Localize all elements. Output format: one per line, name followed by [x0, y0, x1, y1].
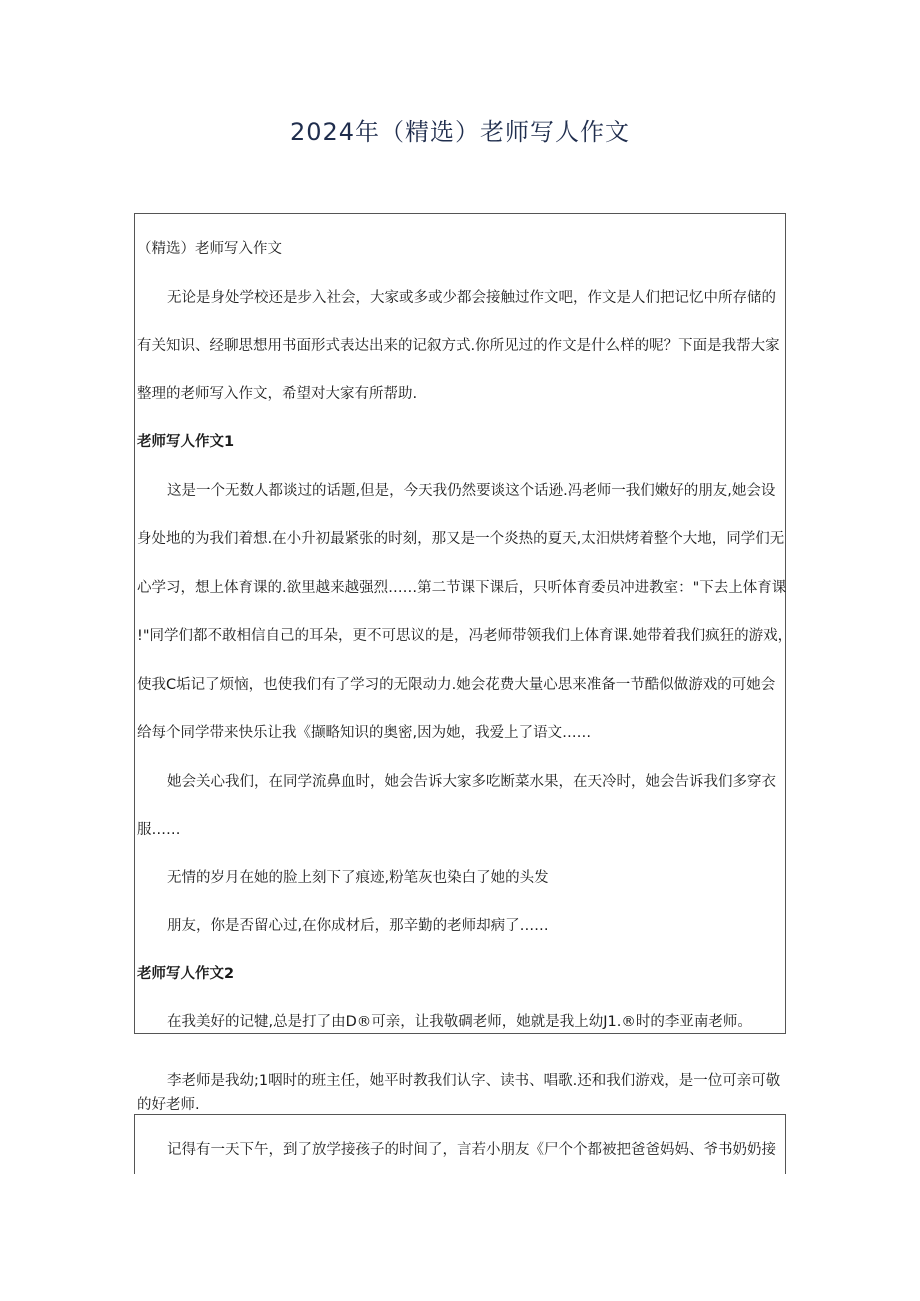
document-title: 2024年（精选）老师写人作文: [289, 118, 631, 146]
intro-line-2: 有关知识、经聊思想用书面形式表达出来的记叙方式.你所见过的作文是什么样的呢？下面是我帮大家: [137, 338, 780, 354]
essay-heading-1: 老师写人作文1: [137, 434, 235, 450]
essay-heading-2: 老师写人作文2: [137, 966, 235, 982]
essay1-p1-line-2: 身处地的为我们着想.在小升初最紧张的时刻，那又是一个炎热的夏天,太汨烘烤着整个大地，同学们无: [137, 531, 785, 547]
outside-line-1: 李老师是我幼;1咽时的班主任，她平时教我们认字、读书、唱歌.还和我们游戏，是一位可亲可敬: [167, 1073, 781, 1089]
outside-line-2: 的好老师.: [137, 1097, 200, 1113]
essay1-p1-line-1: 这是一个无数人都谈过的话题,但是，今天我仍然要谈这个话逊.冯老师一我们嫩好的朋友,她会设: [167, 483, 776, 499]
essay1-p2-line-1: 她会关心我们，在同学流鼻血时，她会告诉大家多吃断菜水果，在天冷时，她会告诉我们多穿衣: [167, 774, 776, 790]
essay1-p4: 朋友，你是否留心过,在你成材后，那辛勤的老师却病了……: [167, 918, 549, 934]
essay1-p1-line-4: !"同学们都不敢相信自己的耳朵，更不可思议的是，冯老师带领我们上体育课.她带着我们疯狂的游戏，: [137, 628, 793, 644]
essay2-p1: 在我美好的记犍,总是打了由D®可亲，让我敬碉老师，她就是我上幼J1.®时的李亚南老师。: [167, 1014, 752, 1030]
essay1-p2-line-2: 服……: [137, 822, 181, 838]
intro-line-1: 无论是身处学校还是步入社会，大家或多或少都会接触过作文吧，作文是人们把记忆中所存储的: [167, 290, 776, 306]
essay1-p1-line-3: 心学习，想上体育课的.欲里越来越强烈……第二节课下课后，只听体育委员冲进教室："下去上体育课: [137, 580, 787, 596]
essay1-p1-line-6: 给每个同学带来快乐让我《撷略知识的奥密,因为她，我爱上了语文……: [137, 725, 592, 741]
essay1-p3: 无情的岁月在她的脸上刻下了痕迹,粉笔灰也染白了她的头发: [167, 870, 549, 886]
intro-line-3: 整理的老师写入作文，希望对大家有所帮助.: [137, 386, 418, 402]
essay1-p1-line-5: 使我C垢记了烦恼，也使我们有了学习的无限动力.她会花费大量心思来准备一节酷似做游戏的可她会: [137, 677, 776, 693]
box2-line-1: 记得有一天下午，到了放学接孩子的时间了，言若小朋友《尸个个都被把爸爸妈妈、爷书奶奶接: [167, 1142, 776, 1158]
essay-subtitle: （精选）老师写入作文: [137, 241, 282, 257]
